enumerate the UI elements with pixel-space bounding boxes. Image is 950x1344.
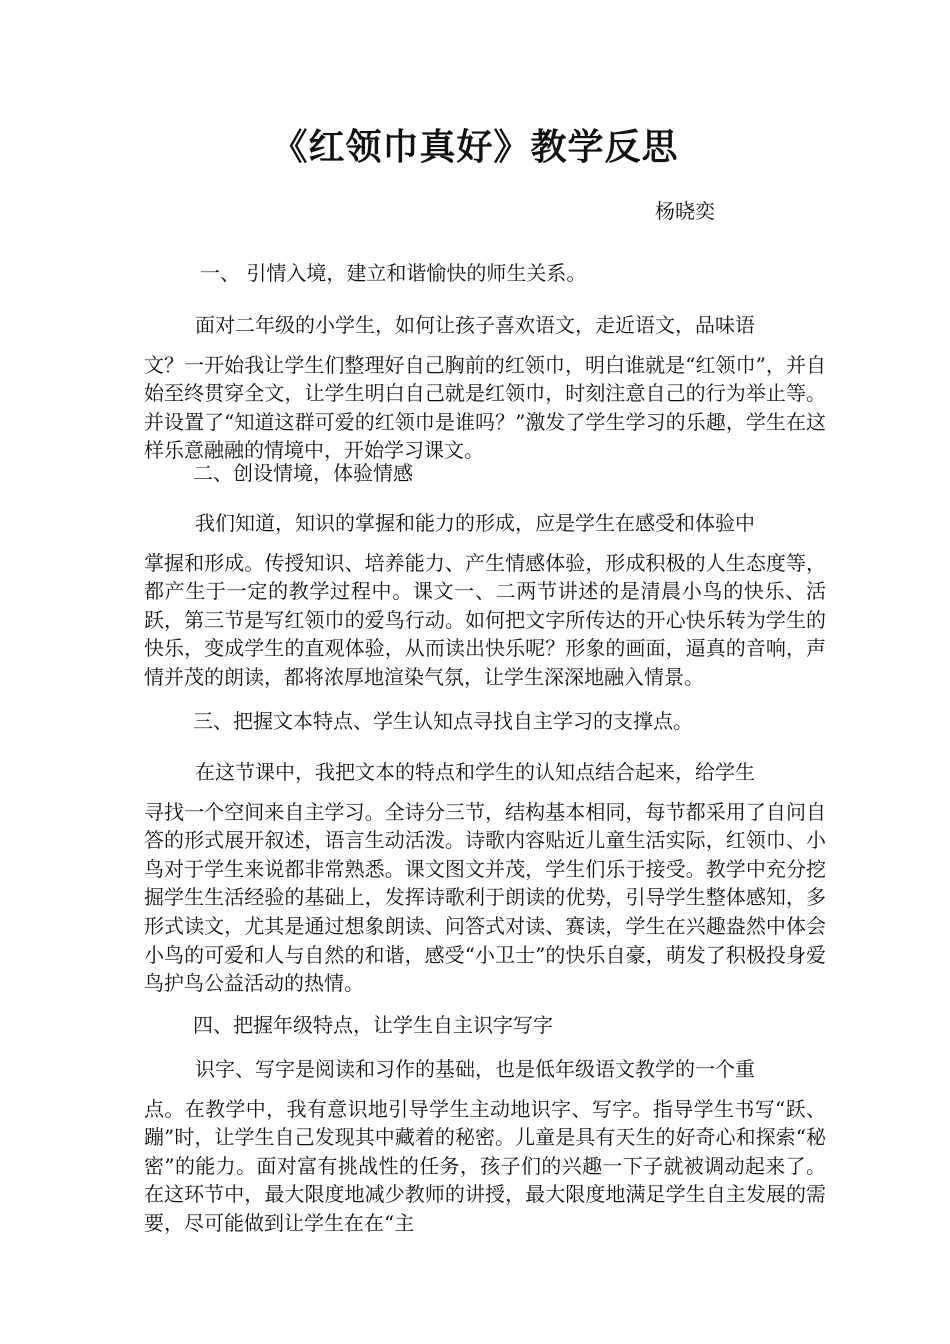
paragraph-body: 文？一开始我让学生们整理好自己胸前的红领巾，明白谁就是“红领巾”，并自始至终贯穿全文，让学生明白自己就是红领巾，时刻注意自己的行为举止等。并设置了“知道这群可爱的红领巾是谁吗？”激发了学生学习的乐趣，学生在这样乐意融融的情境中，开始学习课文。 [144,352,826,463]
author-name: 杨晓奕 [655,199,715,223]
paragraph-first-line: 面对二年级的小学生，如何让孩子喜欢语文，走近语文，品味语 [195,313,755,337]
section-paragraph-2 [144,509,826,692]
paragraph-first-line: 我们知道，知识的掌握和能力的形成，应是学生在感受和体验中 [195,511,755,535]
section-heading-2: 二、创设情境，体验情感 [193,461,413,485]
paragraph-first-line: 在这节课中，我把文本的特点和学生的认知点结合起来，给学生 [195,760,755,784]
section-heading-3: 三、把握文本特点、学生认知点寻找自主学习的支撑点。 [193,709,693,733]
section-paragraph-1 [144,311,826,465]
section-paragraph-4 [144,1055,826,1238]
paragraph-body: 点。在教学中，我有意识地引导学生主动地识字、写字。指导学生书写“跃、蹦”时，让学生自己发现其中藏着的秘密。儿童是具有天生的好奇心和探索“秘密”的能力。面对富有挑战性的任务，孩子们的兴趣一下子就被调动起来了。在这环节中，最大限度地减少教师的讲授，最大限度地满足学生自主发展的需要，尽可能做到让学生在在“主 [144,1096,826,1235]
paragraph-body: 寻找一个空间来自主学习。全诗分三节，结构基本相同，每节都采用了自问自答的形式展开叙述，语言生动活泼。诗歌内容贴近儿童生活实际，红领巾、小鸟对于学生来说都非常熟悉。课文图文并茂，学生们乐于接受。教学中充分挖掘学生生活经验的基础上，发挥诗歌利于朗读的优势，引导学生整体感知，多形式读文，尤其是通过想象朗读、问答式对读、赛读，学生在兴趣盎然中体会小鸟的可爱和人与自然的和谐，感受“小卫士”的快乐自豪，萌发了积极投身爱鸟护鸟公益活动的热情。 [144,799,826,996]
section-heading-4: 四、把握年级特点，让学生自主识字写字 [193,1013,553,1037]
document-title: 《红领巾真好》教学反思 [271,127,679,168]
section-heading-1: 一、 引情入境，建立和谐愉快的师生关系。 [200,261,587,285]
paragraph-body: 掌握和形成。传授知识、培养能力、产生情感体验，形成积极的人生态度等，都产生于一定的教学过程中。课文一、二两节讲述的是清晨小鸟的快乐、活跃，第三节是写红领巾的爱鸟行动。如何把文字所传达的开心快乐转为学生的快乐，变成学生的直观体验，从而读出快乐呢？形象的画面，逼真的音响，声情并茂的朗读，都将浓厚地渲染气氛，让学生深深地融入情景。 [144,550,826,689]
section-paragraph-3 [144,758,826,998]
paragraph-first-line: 识字、写字是阅读和习作的基础，也是低年级语文教学的一个重 [195,1057,755,1081]
